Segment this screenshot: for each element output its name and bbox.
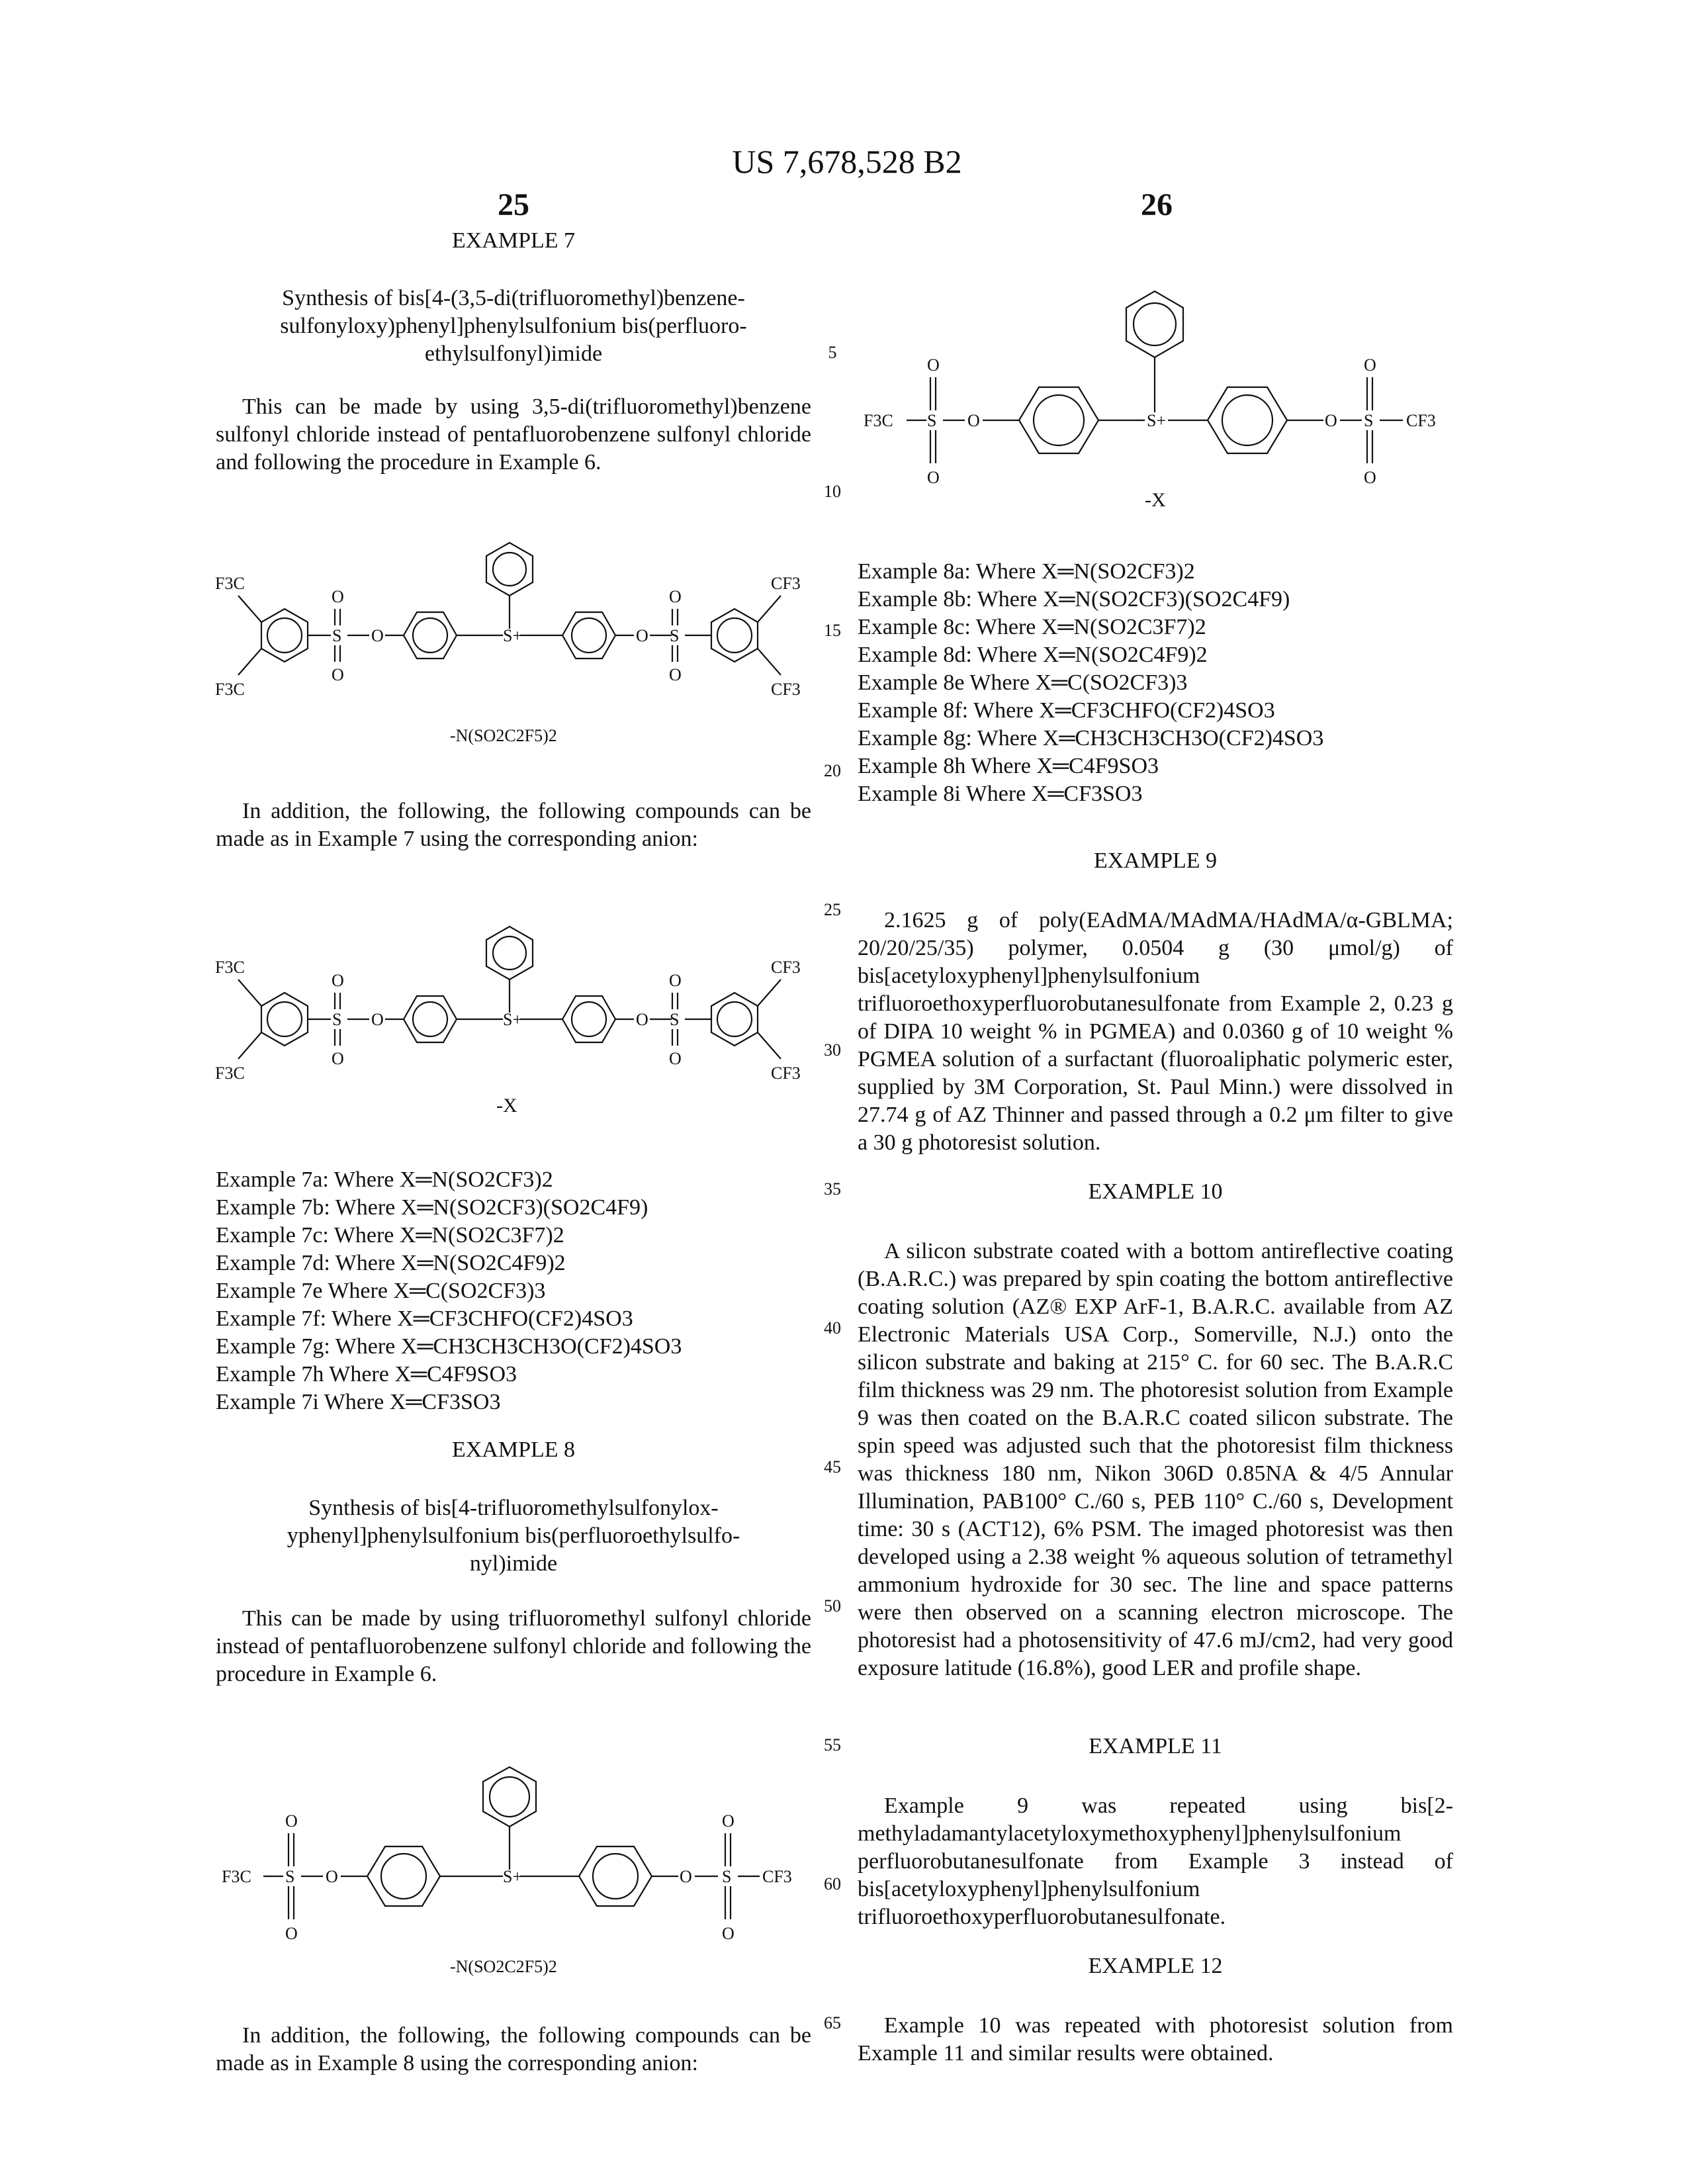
column-number-right: 26	[1091, 187, 1223, 223]
f3c-label: F3C	[222, 1867, 251, 1886]
o-label: O	[669, 665, 682, 684]
list-item: Example 8i Where X═CF3SO3	[858, 780, 1453, 808]
example-7-general-structure	[212, 920, 807, 1125]
cf3-label: CF3	[771, 574, 801, 593]
example-8-text: This can be made by using trifluoromethyl sulfonyl chloride instead of pentafluorobenzene sulfonyl chloride and following the procedure in Example 6.	[216, 1605, 811, 1688]
line-number: 20	[819, 761, 846, 781]
list-item: Example 7c: Where X═N(SO2C3F7)2	[216, 1222, 811, 1250]
line-number: 5	[819, 343, 846, 363]
s-label: S	[670, 626, 679, 645]
example-7-structure	[212, 536, 807, 748]
example-12-text: Example 10 was repeated with photoresist solution from Example 11 and similar results were obtained.	[858, 2012, 1453, 2068]
s-plus-label: S+	[503, 1867, 522, 1886]
o-label: O	[332, 1049, 344, 1068]
s-plus-label: S+	[503, 626, 522, 645]
o-label: O	[927, 355, 940, 375]
example-8-general-structure	[854, 261, 1462, 513]
example-7-text: This can be made by using 3,5-di(trifluoromethyl)benzene sulfonyl chloride instead of pentafluorobenzene sulfonyl chloride and following the procedure in Example 6.	[216, 393, 811, 477]
s-label: S	[670, 1010, 679, 1029]
list-item: Example 7f: Where X═CF3CHFO(CF2)4SO3	[216, 1305, 811, 1333]
o-label: O	[285, 1924, 298, 1943]
o-label: O	[669, 1049, 682, 1068]
example-8-list	[858, 558, 1453, 808]
line-number: 40	[819, 1318, 846, 1338]
list-item: Example 7b: Where X═N(SO2CF3)(SO2C4F9)	[216, 1194, 811, 1222]
line-number: 30	[819, 1040, 846, 1060]
s-label: S	[285, 1867, 294, 1886]
list-item: Example 7g: Where X═CH3CH3CH3O(CF2)4SO3	[216, 1333, 811, 1361]
list-item: Example 8h Where X═C4F9SO3	[858, 752, 1453, 780]
list-item: Example 7a: Where X═N(SO2CF3)2	[216, 1166, 811, 1194]
anion-x-label: -X	[1145, 489, 1166, 511]
s-label: S	[1364, 411, 1373, 430]
o-label: O	[636, 1010, 648, 1029]
line-number: 60	[819, 1874, 846, 1894]
o-label: O	[371, 626, 384, 645]
line-number: 15	[819, 621, 846, 641]
example-7-title: Synthesis of bis[4-(3,5-di(trifluoromethyl)benzene-sulfonyloxy)phenyl]phenylsulfonium bis(perfluoro-ethylsulfonyl)imide	[242, 285, 785, 368]
line-number: 10	[819, 482, 846, 502]
s-label: S	[927, 411, 936, 430]
o-label: O	[669, 971, 682, 990]
s-label: S	[332, 1010, 341, 1029]
list-item: Example 8f: Where X═CF3CHFO(CF2)4SO3	[858, 697, 1453, 725]
list-item: Example 8g: Where X═CH3CH3CH3O(CF2)4SO3	[858, 725, 1453, 752]
example-9-text: 2.1625 g of poly(EAdMA/MAdMA/HAdMA/α-GBLMA; 20/20/25/35) polymer, 0.0504 g (30 μmol/g) of bis[acetyloxyphenyl]phenylsulfonium trifluoroethoxyperfluorobutanesulfonate from Example 2, 0.23 g of DIPA 10 weight % in PGMEA) and 0.0360 g of 10 weight % PGMEA solution of a surfactant (fluoroaliphatic polymeric ester, supplied by 3M Corporation, St. Paul Minn.) were dissolved in 27.74 g of AZ Thinner and passed through a 0.2 μm filter to give a 30 g photoresist solution.	[858, 907, 1453, 1157]
example-7-list	[216, 1166, 811, 1416]
o-label: O	[326, 1867, 338, 1886]
example-11-heading: EXAMPLE 11	[858, 1734, 1453, 1759]
list-item: Example 8e Where X═C(SO2CF3)3	[858, 669, 1453, 697]
line-number: 65	[819, 2013, 846, 2033]
o-label: O	[669, 587, 682, 606]
example-10-heading: EXAMPLE 10	[858, 1179, 1453, 1205]
example-8-addition: In addition, the following, the following compounds can be made as in Example 8 using the corresponding anion:	[216, 2022, 811, 2077]
s-label: S	[722, 1867, 731, 1886]
list-item: Example 7d: Where X═N(SO2C4F9)2	[216, 1250, 811, 1277]
anion-label: -N(SO2C2F5)2	[450, 1957, 557, 1976]
o-label: O	[332, 665, 344, 684]
o-label: O	[1364, 468, 1376, 487]
list-item: Example 7h Where X═C4F9SO3	[216, 1361, 811, 1388]
o-label: O	[722, 1924, 735, 1943]
f3c-label: F3C	[215, 1064, 245, 1083]
o-label: O	[332, 587, 344, 606]
anion-x-label: -X	[496, 1095, 517, 1116]
line-number: 50	[819, 1596, 846, 1616]
anion-label: -N(SO2C2F5)2	[450, 726, 557, 745]
o-label: O	[285, 1811, 298, 1831]
example-12-heading: EXAMPLE 12	[858, 1954, 1453, 1979]
line-number: 55	[819, 1735, 846, 1755]
o-label: O	[371, 1010, 384, 1029]
example-7-heading: EXAMPLE 7	[216, 228, 811, 253]
o-label: O	[722, 1811, 735, 1831]
line-number: 45	[819, 1457, 846, 1477]
list-item: Example 7i Where X═CF3SO3	[216, 1388, 811, 1416]
o-label: O	[680, 1867, 692, 1886]
line-number: 25	[819, 900, 846, 920]
list-item: Example 8b: Where X═N(SO2CF3)(SO2C4F9)	[858, 586, 1453, 614]
example-9-heading: EXAMPLE 9	[858, 848, 1453, 874]
o-label: O	[967, 411, 980, 430]
list-item: Example 8a: Where X═N(SO2CF3)2	[858, 558, 1453, 586]
cf3-label: CF3	[771, 958, 801, 977]
o-label: O	[1364, 355, 1376, 375]
cf3-label: CF3	[771, 680, 801, 699]
f3c-label: F3C	[864, 411, 893, 430]
f3c-label: F3C	[215, 958, 245, 977]
patent-number: US 7,678,528 B2	[0, 142, 1694, 181]
example-8-title: Synthesis of bis[4-trifluoromethylsulfonylox-yphenyl]phenylsulfonium bis(perfluoroethylsulfo-nyl)imide	[255, 1494, 772, 1578]
list-item: Example 7e Where X═C(SO2CF3)3	[216, 1277, 811, 1305]
o-label: O	[332, 971, 344, 990]
example-8-heading: EXAMPLE 8	[216, 1437, 811, 1463]
o-label: O	[927, 468, 940, 487]
example-8-structure	[212, 1747, 807, 1979]
s-label: S	[332, 626, 341, 645]
column-number-left: 25	[447, 187, 580, 223]
cf3-label: CF3	[771, 1064, 801, 1083]
cf3-label: CF3	[1406, 411, 1436, 430]
line-number: 35	[819, 1179, 846, 1199]
example-7-addition: In addition, the following, the following compounds can be made as in Example 7 using the corresponding anion:	[216, 797, 811, 853]
s-plus-label: S+	[1147, 411, 1166, 430]
list-item: Example 8d: Where X═N(SO2C4F9)2	[858, 641, 1453, 669]
f3c-label: F3C	[215, 680, 245, 699]
example-10-text: A silicon substrate coated with a bottom antireflective coating (B.A.R.C.) was prepared by spin coating the bottom antireflective coating solution (AZ® EXP ArF-1, B.A.R.C. available from AZ Electronic Materials USA Corp., Somerville, N.J.) onto the silicon substrate and baking at 215° C. for 60 sec. The B.A.R.C film thickness was 29 nm. The photoresist solution from Example 9 was then coated on the B.A.R.C coated silicon substrate. The spin speed was adjusted such that the photoresist film thickness was thickness 180 nm, Nikon 306D 0.85NA & 4/5 Annular Illumination, PAB100° C./60 s, PEB 110° C./60 s, Development time: 30 s (ACT12), 6% PSM. The imaged photoresist was then developed using a 2.38 weight % aqueous solution of tetramethyl ammonium hydroxide for 30 sec. The line and space patterns were then observed on a scanning electron microscope. The photoresist had a photosensitivity of 47.6 mJ/cm2, had very good exposure latitude (16.8%), good LER and profile shape.	[858, 1238, 1453, 1682]
o-label: O	[1325, 411, 1337, 430]
list-item: Example 8c: Where X═N(SO2C3F7)2	[858, 614, 1453, 641]
f3c-label: F3C	[215, 574, 245, 593]
s-plus-label: S+	[503, 1010, 522, 1029]
cf3-label: CF3	[762, 1867, 792, 1886]
example-11-text: Example 9 was repeated using bis[2-methyladamantylacetyloxymethoxyphenyl]phenylsulfonium perfluorobutanesulfonate from Example 3 instead of bis[acetyloxyphenyl]phenylsulfonium trifluoroethoxyperfluorobutanesulfonate.	[858, 1792, 1453, 1931]
o-label: O	[636, 626, 648, 645]
